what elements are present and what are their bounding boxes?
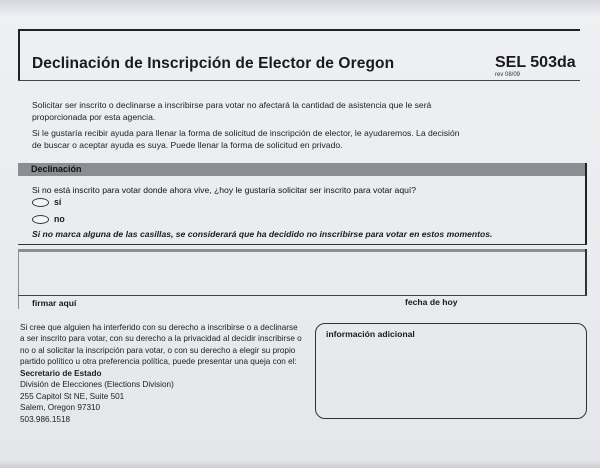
- signature-box-left-border: [18, 249, 19, 309]
- agency-phone: 503.986.1518: [20, 414, 71, 424]
- option-no-label: no: [54, 214, 65, 224]
- header-rule-bottom: [18, 80, 580, 81]
- agency-address: [20, 368, 174, 425]
- intro-paragraph-2: Si le gustaría recibir ayuda para llenar la forma de solicitud de inscripción de elector, le ayudaremos. La decisión de buscar o aceptar ayuda es suya. Puede llenar la forma de solicitud en privado.: [32, 128, 460, 150]
- section-title: Declinación: [31, 164, 82, 174]
- form-title: Declinación de Inscripción de Elector de Oregon: [32, 55, 395, 72]
- agency-address-line-2: Salem, Oregon 97310: [20, 403, 101, 413]
- additional-info-label: información adicional: [326, 329, 415, 339]
- option-si[interactable]: [32, 197, 61, 207]
- section-border-right: [585, 163, 587, 245]
- section-border-bottom: [18, 244, 587, 245]
- header-rule-left: [18, 29, 20, 81]
- additional-info-field[interactable]: [324, 342, 578, 412]
- agency-division: División de Elecciones (Elections Division): [20, 380, 174, 390]
- si-radio-oval[interactable]: [32, 198, 49, 207]
- additional-info-box: [315, 323, 587, 419]
- declination-section-header: [18, 163, 587, 176]
- signature-box-right-border: [585, 249, 587, 296]
- intro-paragraph-1: Solicitar ser inscrito o declinarse a inscribirse para votar no afectará la cantidad de asistencia que le será proporcionada por esta agencia.: [32, 100, 432, 122]
- signature-box-top-border: [18, 249, 587, 252]
- date-label: fecha de hoy: [405, 297, 458, 307]
- agency-name: Secretario de Estado: [20, 369, 102, 378]
- sign-here-label: firmar aquí: [32, 298, 77, 308]
- no-radio-oval[interactable]: [32, 215, 49, 224]
- page-shadow-top: [0, 0, 600, 16]
- signature-field[interactable]: [22, 255, 582, 293]
- agency-address-line-1: 255 Capitol St NE, Suite 501: [20, 391, 125, 401]
- page-shadow-bottom: [0, 460, 600, 468]
- signature-line: [18, 295, 587, 296]
- form-id: SEL 503da: [495, 54, 576, 71]
- option-no[interactable]: [32, 214, 65, 224]
- form-revision: rev 08/09: [495, 72, 521, 78]
- registration-question: Si no está inscrito para votar donde ahora vive, ¿hoy le gustaría solicitar ser inscrito para votar aquí?: [32, 185, 417, 195]
- complaint-notice: Si cree que alguien ha interferido con su derecho a inscribirse o a declinarse a ser inscrito para votar, con su derecho a la privacidad al decidir inscribirse o no o al solicitar la inscripción para votar, o con su derecho a elegir su propio partido político u otra preferencia política, puede presentar una queja con el:: [20, 323, 302, 367]
- header-rule-top: [18, 29, 580, 31]
- option-si-label: sí: [54, 197, 62, 207]
- declination-note: Si no marca alguna de las casillas, se considerará que ha decidido no inscribirse para votar en estos momentos.: [32, 229, 493, 239]
